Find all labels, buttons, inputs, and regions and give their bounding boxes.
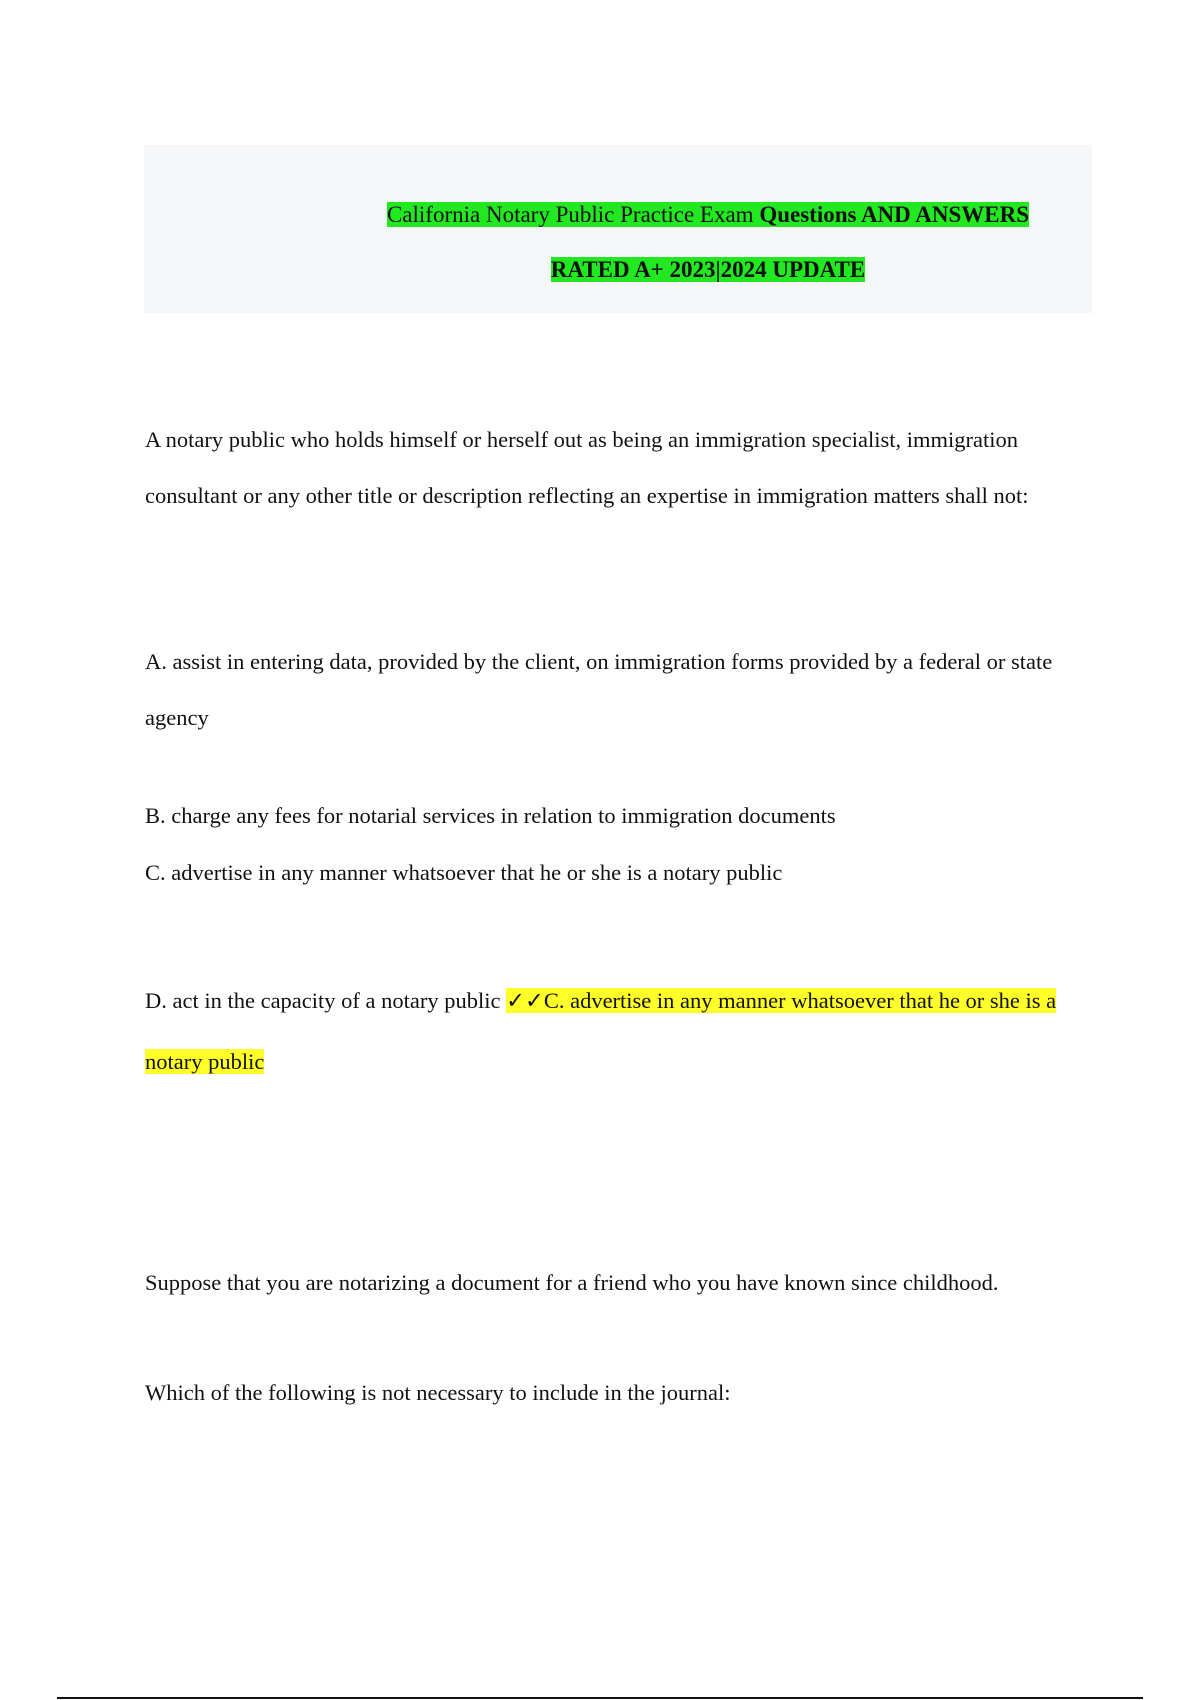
question-1-option-d-with-answer [145,970,1085,1092]
question-1-option-b: B. charge any fees for notarial services in relation to immigration documents [145,803,836,828]
question-1-answer: ✓✓C. advertise in any manner whatsoever that he or she is a notary public [145,988,1057,1074]
document-title-line-1 [144,200,1092,230]
question-2-stem-line-2: Which of the following is not necessary to include in the journal: [145,1380,731,1405]
document-title-line-2 [144,255,1092,285]
title-highlight-2: RATED A+ 2023|2024 UPDATE [550,257,866,282]
title-highlight-1 [387,202,1029,227]
title-part-1: California Notary Public Practice Exam [386,202,754,227]
page-bottom-rule [57,1697,1143,1699]
question-2-stem-line-1: Suppose that you are notarizing a document for a friend who you have known since childhood. [145,1270,999,1295]
question-1-option-a: A. assist in entering data, provided by the client, on immigration forms provided by a federal or state agency [145,649,1053,730]
title-part-2: Questions AND ANSWERS [759,202,1030,227]
title-banner [144,145,1092,313]
question-1-option-c: C. advertise in any manner whatsoever that he or she is a notary public [145,860,783,885]
question-1-option-d: D. act in the capacity of a notary public [145,988,501,1013]
question-1-stem: A notary public who holds himself or herself out as being an immigration specialist, immigration consultant or any other title or description reflecting an expertise in immigration matters shall not: [145,427,1029,508]
